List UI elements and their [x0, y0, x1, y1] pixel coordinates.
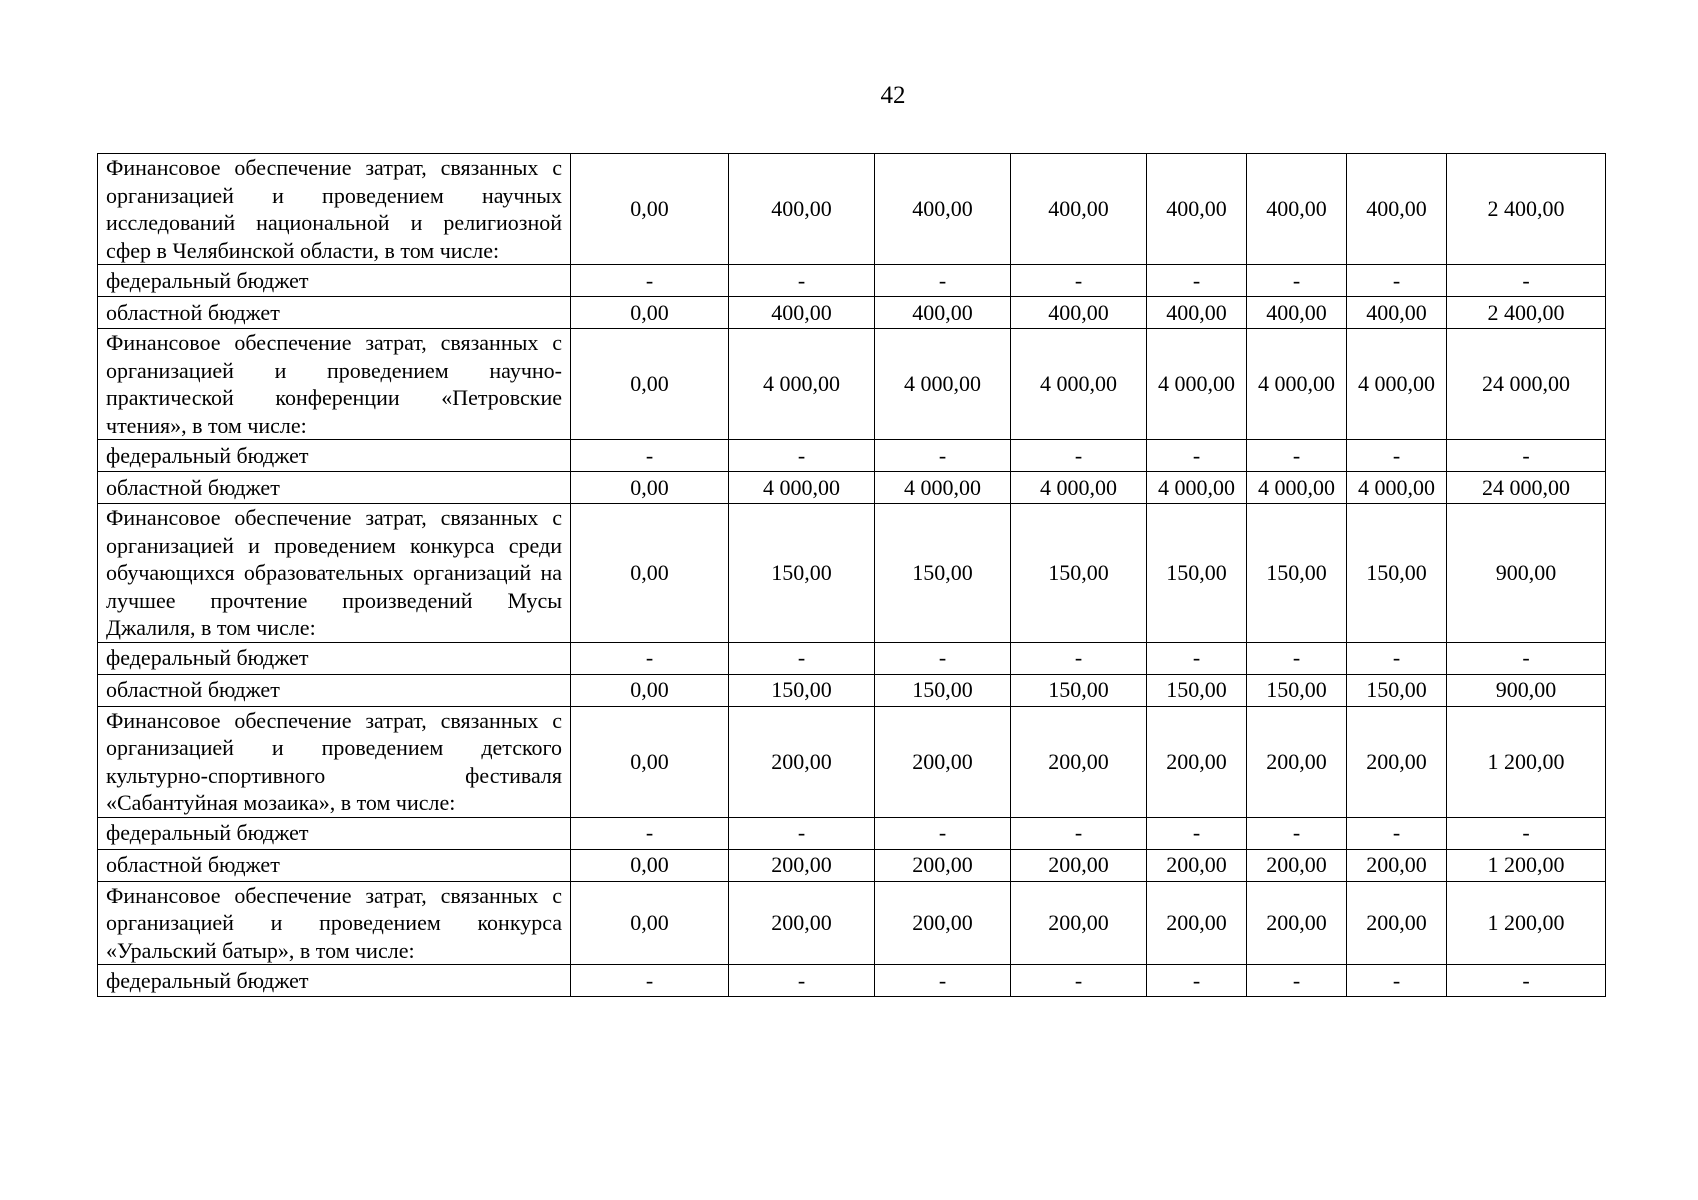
table-row — [98, 329, 1606, 440]
value-cell: 4 000,00 — [875, 329, 1011, 440]
value-cell: - — [1011, 817, 1147, 849]
value-cell: 0,00 — [571, 849, 729, 881]
value-cell: 150,00 — [729, 674, 875, 706]
value-cell: - — [1347, 642, 1447, 674]
row-description: Финансовое обеспечение затрат, связанных с организацией и проведением конкурса «Уральский батыр», в том числе: — [98, 881, 571, 965]
value-cell: - — [1011, 965, 1147, 997]
value-cell: 200,00 — [729, 706, 875, 817]
value-cell: - — [1447, 440, 1606, 472]
table-row — [98, 154, 1606, 265]
value-cell: 150,00 — [1347, 674, 1447, 706]
table-row — [98, 849, 1606, 881]
row-description: Финансовое обеспечение затрат, связанных с организацией и проведением конкурса среди обучающихся образовательных организаций на лучшее прочтение произведений Мусы Джалиля, в том числе: — [98, 504, 571, 643]
value-cell: 200,00 — [729, 881, 875, 965]
value-cell: - — [729, 965, 875, 997]
value-cell: 200,00 — [1347, 849, 1447, 881]
value-cell: - — [1147, 265, 1247, 297]
value-cell: 400,00 — [1347, 297, 1447, 329]
table-row — [98, 265, 1606, 297]
value-cell: 4 000,00 — [1347, 472, 1447, 504]
value-cell: - — [875, 965, 1011, 997]
row-description: федеральный бюджет — [98, 642, 571, 674]
value-cell: 1 200,00 — [1447, 706, 1606, 817]
value-cell: 400,00 — [875, 154, 1011, 265]
row-description: федеральный бюджет — [98, 440, 571, 472]
table-row — [98, 817, 1606, 849]
value-cell: - — [1247, 440, 1347, 472]
row-description: федеральный бюджет — [98, 817, 571, 849]
value-cell: 24 000,00 — [1447, 329, 1606, 440]
value-cell: 1 200,00 — [1447, 849, 1606, 881]
value-cell: 150,00 — [1011, 674, 1147, 706]
table-row — [98, 297, 1606, 329]
row-description: Финансовое обеспечение затрат, связанных с организацией и проведением научных исследований национальной и религиозной сфер в Челябинской области, в том числе: — [98, 154, 571, 265]
value-cell: - — [875, 265, 1011, 297]
value-cell: 4 000,00 — [729, 329, 875, 440]
value-cell: - — [1347, 965, 1447, 997]
table-row — [98, 642, 1606, 674]
value-cell: - — [1011, 440, 1147, 472]
value-cell: 2 400,00 — [1447, 154, 1606, 265]
table-row — [98, 674, 1606, 706]
table-row — [98, 965, 1606, 997]
value-cell: 400,00 — [875, 297, 1011, 329]
value-cell: - — [571, 265, 729, 297]
value-cell: - — [571, 642, 729, 674]
value-cell: 400,00 — [1247, 297, 1347, 329]
value-cell: - — [1247, 265, 1347, 297]
table-row — [98, 440, 1606, 472]
value-cell: 4 000,00 — [875, 472, 1011, 504]
value-cell: 400,00 — [729, 297, 875, 329]
value-cell: - — [1147, 817, 1247, 849]
value-cell: - — [1247, 817, 1347, 849]
value-cell: - — [571, 440, 729, 472]
value-cell: - — [729, 642, 875, 674]
row-description: Финансовое обеспечение затрат, связанных с организацией и проведением детского культурно-спортивного фестиваля «Сабантуйная мозаика», в том числе: — [98, 706, 571, 817]
value-cell: 0,00 — [571, 329, 729, 440]
table-row — [98, 504, 1606, 643]
value-cell: 4 000,00 — [1347, 329, 1447, 440]
value-cell: - — [1147, 642, 1247, 674]
value-cell: 900,00 — [1447, 504, 1606, 643]
value-cell: 4 000,00 — [1147, 329, 1247, 440]
value-cell: - — [1011, 265, 1147, 297]
value-cell: - — [1447, 265, 1606, 297]
value-cell: 150,00 — [875, 504, 1011, 643]
row-description: федеральный бюджет — [98, 965, 571, 997]
value-cell: - — [729, 440, 875, 472]
value-cell: 0,00 — [571, 881, 729, 965]
value-cell: 200,00 — [875, 881, 1011, 965]
value-cell: - — [1447, 965, 1606, 997]
value-cell: - — [875, 817, 1011, 849]
value-cell: 200,00 — [1147, 706, 1247, 817]
value-cell: 150,00 — [1247, 674, 1347, 706]
value-cell: - — [875, 642, 1011, 674]
value-cell: 4 000,00 — [1011, 329, 1147, 440]
value-cell: 200,00 — [1347, 706, 1447, 817]
value-cell: - — [875, 440, 1011, 472]
value-cell: - — [1347, 440, 1447, 472]
value-cell: - — [729, 817, 875, 849]
value-cell: 0,00 — [571, 297, 729, 329]
value-cell: 150,00 — [1347, 504, 1447, 643]
value-cell: 150,00 — [1147, 504, 1247, 643]
value-cell: 24 000,00 — [1447, 472, 1606, 504]
value-cell: 4 000,00 — [729, 472, 875, 504]
value-cell: 150,00 — [1011, 504, 1147, 643]
row-description: областной бюджет — [98, 674, 571, 706]
value-cell: 150,00 — [875, 674, 1011, 706]
page-number: 42 — [880, 82, 906, 109]
value-cell: 0,00 — [571, 706, 729, 817]
row-description: областной бюджет — [98, 297, 571, 329]
value-cell: 200,00 — [875, 849, 1011, 881]
row-description: областной бюджет — [98, 472, 571, 504]
value-cell: - — [1147, 440, 1247, 472]
value-cell: 400,00 — [1247, 154, 1347, 265]
row-description: федеральный бюджет — [98, 265, 571, 297]
value-cell: 200,00 — [1247, 849, 1347, 881]
value-cell: 0,00 — [571, 472, 729, 504]
value-cell: - — [1011, 642, 1147, 674]
value-cell: 0,00 — [571, 154, 729, 265]
value-cell: 1 200,00 — [1447, 881, 1606, 965]
value-cell: 150,00 — [729, 504, 875, 643]
value-cell: 200,00 — [875, 706, 1011, 817]
value-cell: - — [1247, 965, 1347, 997]
table-row — [98, 706, 1606, 817]
value-cell: 200,00 — [1347, 881, 1447, 965]
value-cell: - — [1447, 817, 1606, 849]
value-cell: 200,00 — [1147, 881, 1247, 965]
value-cell: 400,00 — [729, 154, 875, 265]
value-cell: 200,00 — [1011, 881, 1147, 965]
value-cell: 0,00 — [571, 674, 729, 706]
value-cell: - — [1147, 965, 1247, 997]
value-cell: 200,00 — [729, 849, 875, 881]
value-cell: 400,00 — [1147, 297, 1247, 329]
value-cell: 400,00 — [1147, 154, 1247, 265]
value-cell: - — [729, 265, 875, 297]
value-cell: 200,00 — [1011, 849, 1147, 881]
value-cell: 200,00 — [1147, 849, 1247, 881]
value-cell: 4 000,00 — [1147, 472, 1247, 504]
value-cell: 2 400,00 — [1447, 297, 1606, 329]
table-row — [98, 472, 1606, 504]
value-cell: 150,00 — [1147, 674, 1247, 706]
budget-table — [97, 153, 1606, 997]
value-cell: 0,00 — [571, 504, 729, 643]
value-cell: 4 000,00 — [1011, 472, 1147, 504]
value-cell: - — [571, 817, 729, 849]
value-cell: 4 000,00 — [1247, 329, 1347, 440]
value-cell: 200,00 — [1011, 706, 1147, 817]
value-cell: 400,00 — [1011, 154, 1147, 265]
value-cell: 200,00 — [1247, 881, 1347, 965]
value-cell: - — [1347, 817, 1447, 849]
value-cell: - — [1347, 265, 1447, 297]
value-cell: 400,00 — [1011, 297, 1147, 329]
value-cell: 900,00 — [1447, 674, 1606, 706]
row-description: Финансовое обеспечение затрат, связанных с организацией и проведением научно-практической конференции «Петровские чтения», в том числе: — [98, 329, 571, 440]
value-cell: 4 000,00 — [1247, 472, 1347, 504]
table-body — [98, 154, 1606, 997]
row-description: областной бюджет — [98, 849, 571, 881]
value-cell: - — [571, 965, 729, 997]
value-cell: - — [1247, 642, 1347, 674]
table-row — [98, 881, 1606, 965]
value-cell: 200,00 — [1247, 706, 1347, 817]
value-cell: 400,00 — [1347, 154, 1447, 265]
value-cell: 150,00 — [1247, 504, 1347, 643]
value-cell: - — [1447, 642, 1606, 674]
